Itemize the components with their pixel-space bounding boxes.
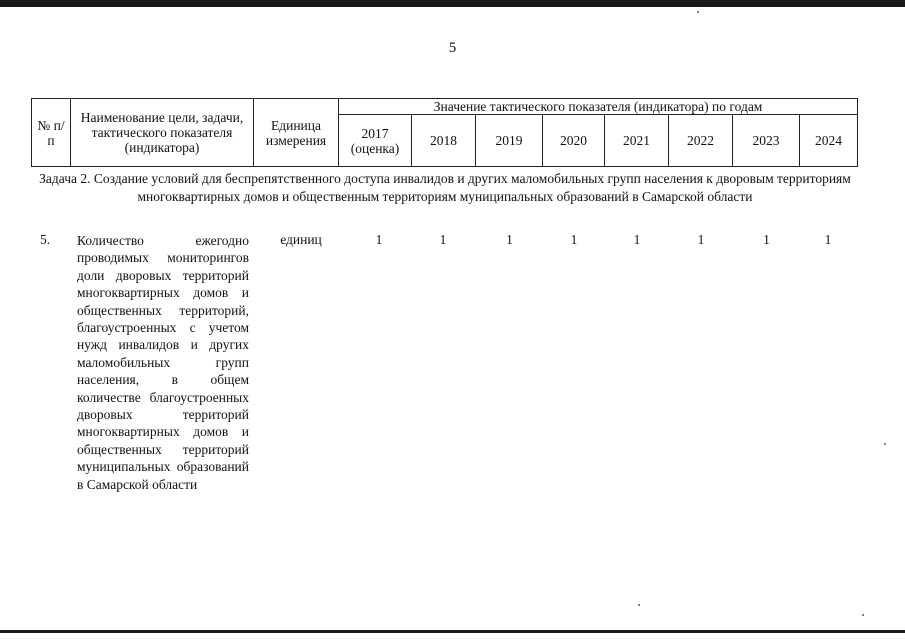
header-year-2018: 2018 <box>412 115 476 167</box>
header-year-2019: 2019 <box>476 115 543 167</box>
value-2021: 1 <box>633 232 641 247</box>
task-title: Задача 2. Создание условий для беспрепятственного доступа инвалидов и других маломобильных групп населения к дворовым территориям многоквартирных домов и общественным территориям муниципальных образований в Самарской области <box>39 171 851 204</box>
header-year-2017: 2017 (оценка) <box>339 115 412 167</box>
scan-border-top <box>0 0 905 7</box>
value-2024: 1 <box>824 232 832 247</box>
indicator-table-header <box>31 98 858 167</box>
value-2023: 1 <box>763 232 770 247</box>
indicator-unit: единиц <box>280 232 322 247</box>
header-indicator-name: Наименование цели, задачи, тактического показателя (индикатора) <box>71 99 254 167</box>
header-year-2021: 2021 <box>605 115 669 167</box>
value-2018: 1 <box>439 232 447 247</box>
header-unit: Единица измерения <box>254 99 339 167</box>
header-num: № п/п <box>32 99 71 167</box>
value-2019: 1 <box>506 232 513 247</box>
header-year-2023: 2023 <box>733 115 800 167</box>
value-2017: 1 <box>375 232 383 247</box>
scan-speck <box>884 443 886 445</box>
header-year-2020: 2020 <box>543 115 605 167</box>
header-year-2022: 2022 <box>669 115 733 167</box>
scan-border-bottom <box>0 630 905 633</box>
header-values-by-year: Значение тактического показателя (индикатора) по годам <box>339 99 858 115</box>
value-2020: 1 <box>570 232 578 247</box>
scan-speck <box>697 11 699 13</box>
header-year-2024: 2024 <box>800 115 858 167</box>
scan-speck <box>638 604 640 606</box>
page-number: 5 <box>448 40 457 56</box>
scan-speck <box>862 614 864 616</box>
indicator-name: Количество ежегодно проводимых мониторингов доли дворовых территорий многоквартирных домов и общественных территорий, благоустроенных с учетом нужд инвалидов и других маломобильных групп населения, в общем количестве благоустроенных дворовых территорий многоквартирных домов и общественных территорий муниципальных образований в Самарской области <box>77 233 249 492</box>
row-number: 5. <box>40 232 51 247</box>
value-2022: 1 <box>697 232 705 247</box>
